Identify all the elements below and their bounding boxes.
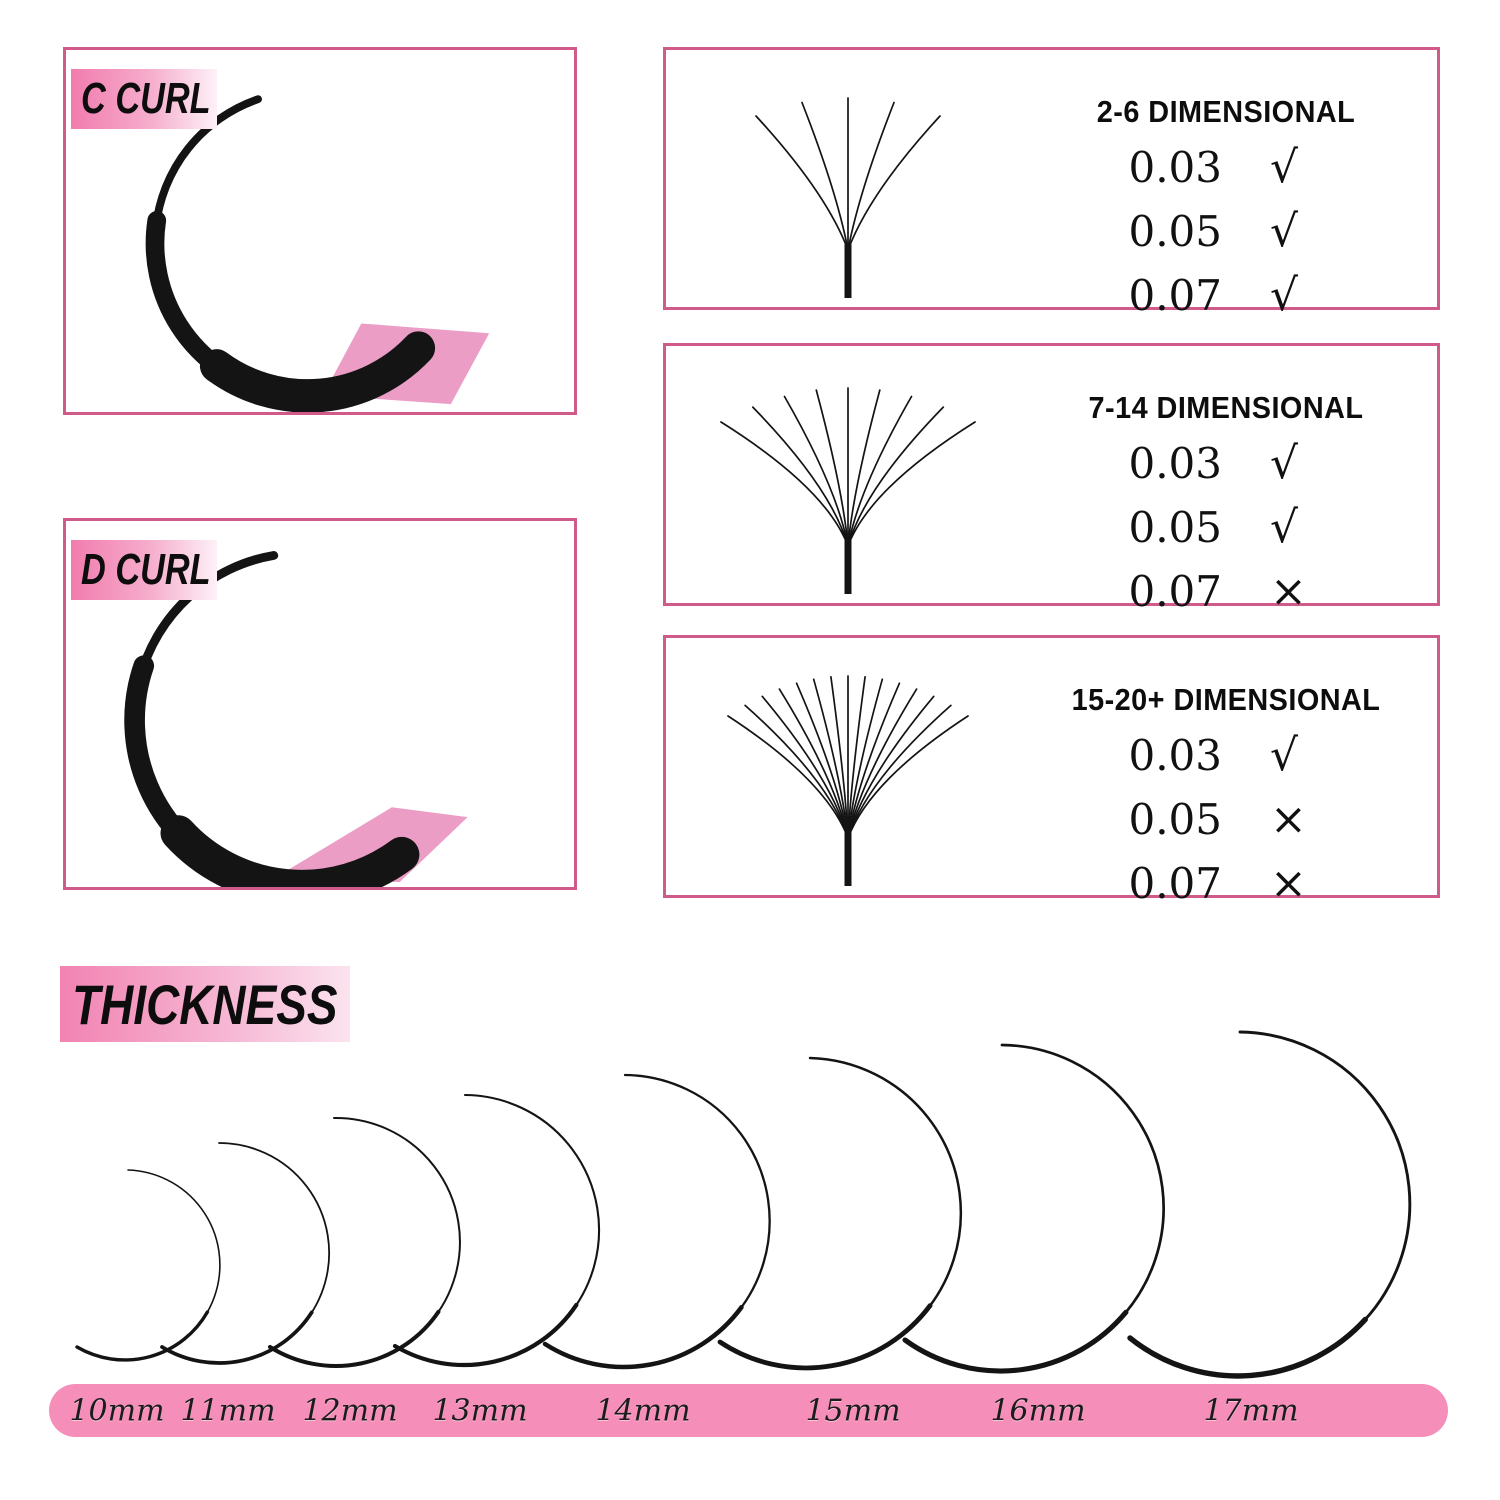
d-curl-label: D CURL [81,545,211,594]
list-item [1016,206,1436,270]
thickness-label: THICKNESS [72,972,338,1036]
lash-length-curves [40,1010,1460,1390]
lash-curve-10mm [77,1170,220,1360]
cross-mark: × [1270,858,1307,909]
lash-curve-16mm [905,1045,1164,1371]
d-curl-label-plate [71,540,217,600]
list-item [1016,502,1436,566]
list-item [1016,858,1436,922]
thickness-compatibility-list [1016,142,1436,334]
length-label: 13mm [432,1393,528,1428]
list-item [1016,438,1436,502]
lash-fan-icon [668,640,1028,892]
lash-fan-icon [668,348,1028,600]
length-label: 15mm [805,1393,901,1428]
thickness-compatibility-list [1016,438,1436,630]
lash-curve-14mm [545,1075,770,1367]
thickness-value: 0.07 [1128,271,1222,320]
list-item [1016,566,1436,630]
check-mark: √ [1270,270,1299,321]
dimensional-card-7-14 [663,343,1440,617]
length-label: 11mm [180,1393,276,1428]
d-curl-card [63,518,577,890]
c-curl-label-plate [71,69,217,129]
dimensional-title: 7-14 DIMENSIONAL [1088,390,1364,425]
check-mark: √ [1270,730,1299,781]
lash-curve-17mm [1130,1032,1410,1376]
check-mark: √ [1270,142,1299,193]
length-label: 10mm [69,1393,165,1428]
length-label: 12mm [302,1393,398,1428]
check-mark: √ [1270,502,1299,553]
c-curl-label: C CURL [81,74,211,123]
cross-mark: × [1270,794,1307,845]
thickness-value: 0.03 [1128,439,1222,488]
dimensional-title: 2-6 DIMENSIONAL [1096,94,1356,129]
lash-curve-15mm [720,1058,961,1368]
check-mark: √ [1270,438,1299,489]
dimensional-title: 15-20+ DIMENSIONAL [1071,682,1381,717]
list-item [1016,142,1436,206]
list-item [1016,270,1436,334]
c-curl-card [63,47,577,415]
dimensional-card-15-20 [663,635,1440,909]
list-item [1016,730,1436,794]
length-label: 14mm [595,1393,691,1428]
thickness-compatibility-list [1016,730,1436,922]
thickness-value: 0.05 [1128,795,1222,844]
lash-curve-13mm [395,1095,599,1365]
lash-curve-11mm [162,1143,329,1363]
cross-mark: × [1270,566,1307,617]
thickness-value: 0.03 [1128,731,1222,780]
thickness-value: 0.07 [1128,859,1222,908]
thickness-value: 0.03 [1128,143,1222,192]
length-scale-bar [49,1384,1448,1437]
check-mark: √ [1270,206,1299,257]
dimensional-card-2-6 [663,47,1440,321]
list-item [1016,794,1436,858]
thickness-value: 0.05 [1128,207,1222,256]
thickness-value: 0.05 [1128,503,1222,552]
length-label: 16mm [990,1393,1086,1428]
lash-fan-icon [668,52,1028,304]
length-label: 17mm [1203,1393,1299,1428]
thickness-value: 0.07 [1128,567,1222,616]
